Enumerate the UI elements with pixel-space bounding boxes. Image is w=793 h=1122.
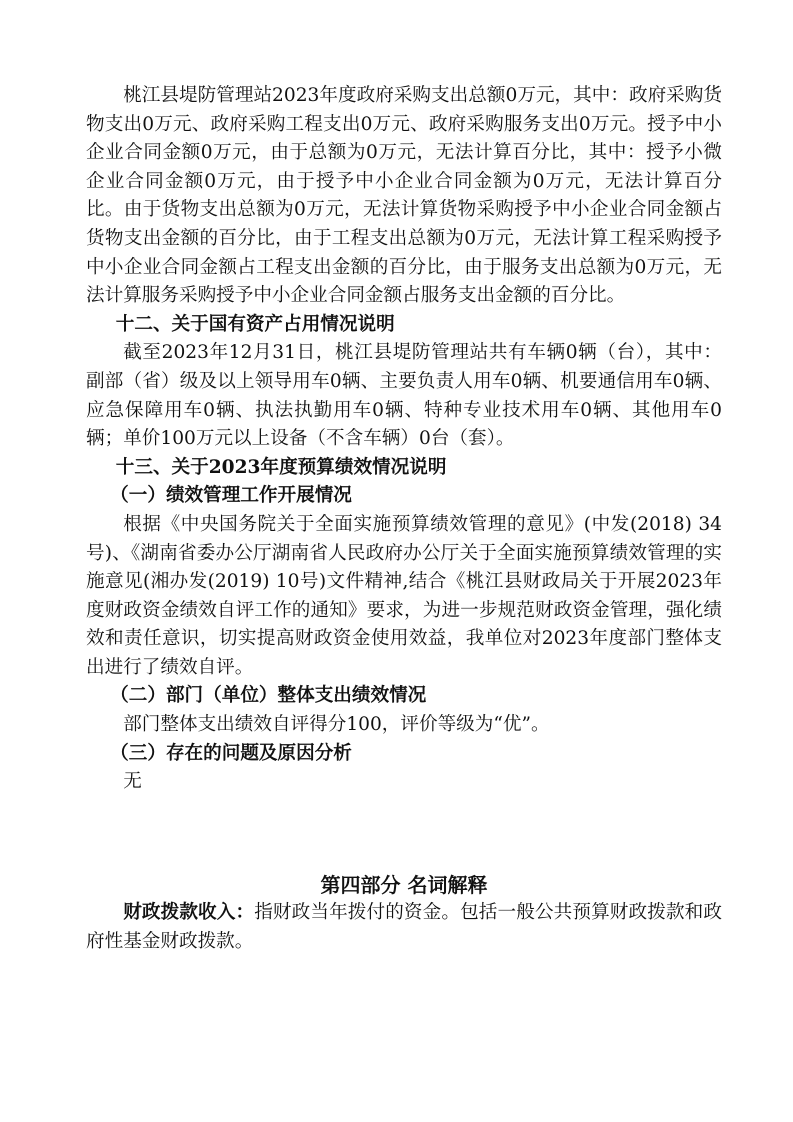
- subsection-1-heading: （一）绩效管理工作开展情况: [110, 485, 352, 507]
- document-page: [86, 82, 722, 957]
- section-12-heading: 十二、关于国有资产占用情况说明: [115, 313, 395, 335]
- subsection-2-heading: （二）部门（单位）整体支出绩效情况: [110, 685, 427, 707]
- term-label: 财政拨款收入：: [123, 902, 255, 924]
- procurement-paragraph: 桃江县堤防管理站2023年度政府采购支出总额0万元，其中：政府采购货物支出0万元、政府采购工程支出0万元、政府采购服务支出0万元。授予中小企业合同金额0万元，由于总额为0万元，无法计算百分比，其中：授予小微企业合同金额0万元，由于授予中小企业合同金额为0万元，无法计算百分比。由于货物支出总额为0万元，无法计算货物采购授予中小企业合同金额占货物支出金额的百分比，由于工程支出总额为0万元，无法计算工程采购授予中小企业合同金额占工程支出金额的百分比，由于服务支出总额为0万元，无法计算服务采购授予中小企业合同金额占服务支出金额的百分比。: [86, 85, 722, 307]
- part-4-title: 第四部分 名词解释: [320, 872, 488, 897]
- issues-paragraph: 无: [123, 771, 142, 793]
- term-definition: [86, 899, 722, 956]
- state-assets-paragraph: 截至2023年12月31日，桃江县堤防管理站共有车辆0辆（台），其中：副部（省）级及以上领导用车0辆、主要负责人用车0辆、机要通信用车0辆、应急保障用车0辆、执法执勤用车0辆、特种专业技术用车0辆、其他用车0辆；单价100万元以上设备（不含车辆）0台（套）。: [86, 342, 722, 450]
- self-evaluation-paragraph: 部门整体支出绩效自评得分100，评价等级为“优”。: [123, 714, 550, 736]
- performance-management-paragraph: 根据《中央国务院关于全面实施预算绩效管理的意见》(中发(2018) 34 号)、《湖南省委办公厅湖南省人民政府办公厅关于全面实施预算绩效管理的实施意见(湘办发(2019) 10号)文件精神,结合《桃江县财政局关于开展2023年度财政资金绩效自评工作的通知》要求，为进一步规范财政资金管理，强化绩效和责任意识，切实提高财政资金使用效益，我单位对2023年度部门整体支出进行了绩效自评。: [86, 513, 722, 678]
- section-13-heading: 十三、关于2023年度预算绩效情况说明: [115, 456, 447, 478]
- subsection-3-heading: （三）存在的问题及原因分析: [110, 742, 352, 764]
- term-text: 指财政当年拨付的资金。包括一般公共预算财政拨款和政府性基金财政拨款。: [86, 902, 722, 953]
